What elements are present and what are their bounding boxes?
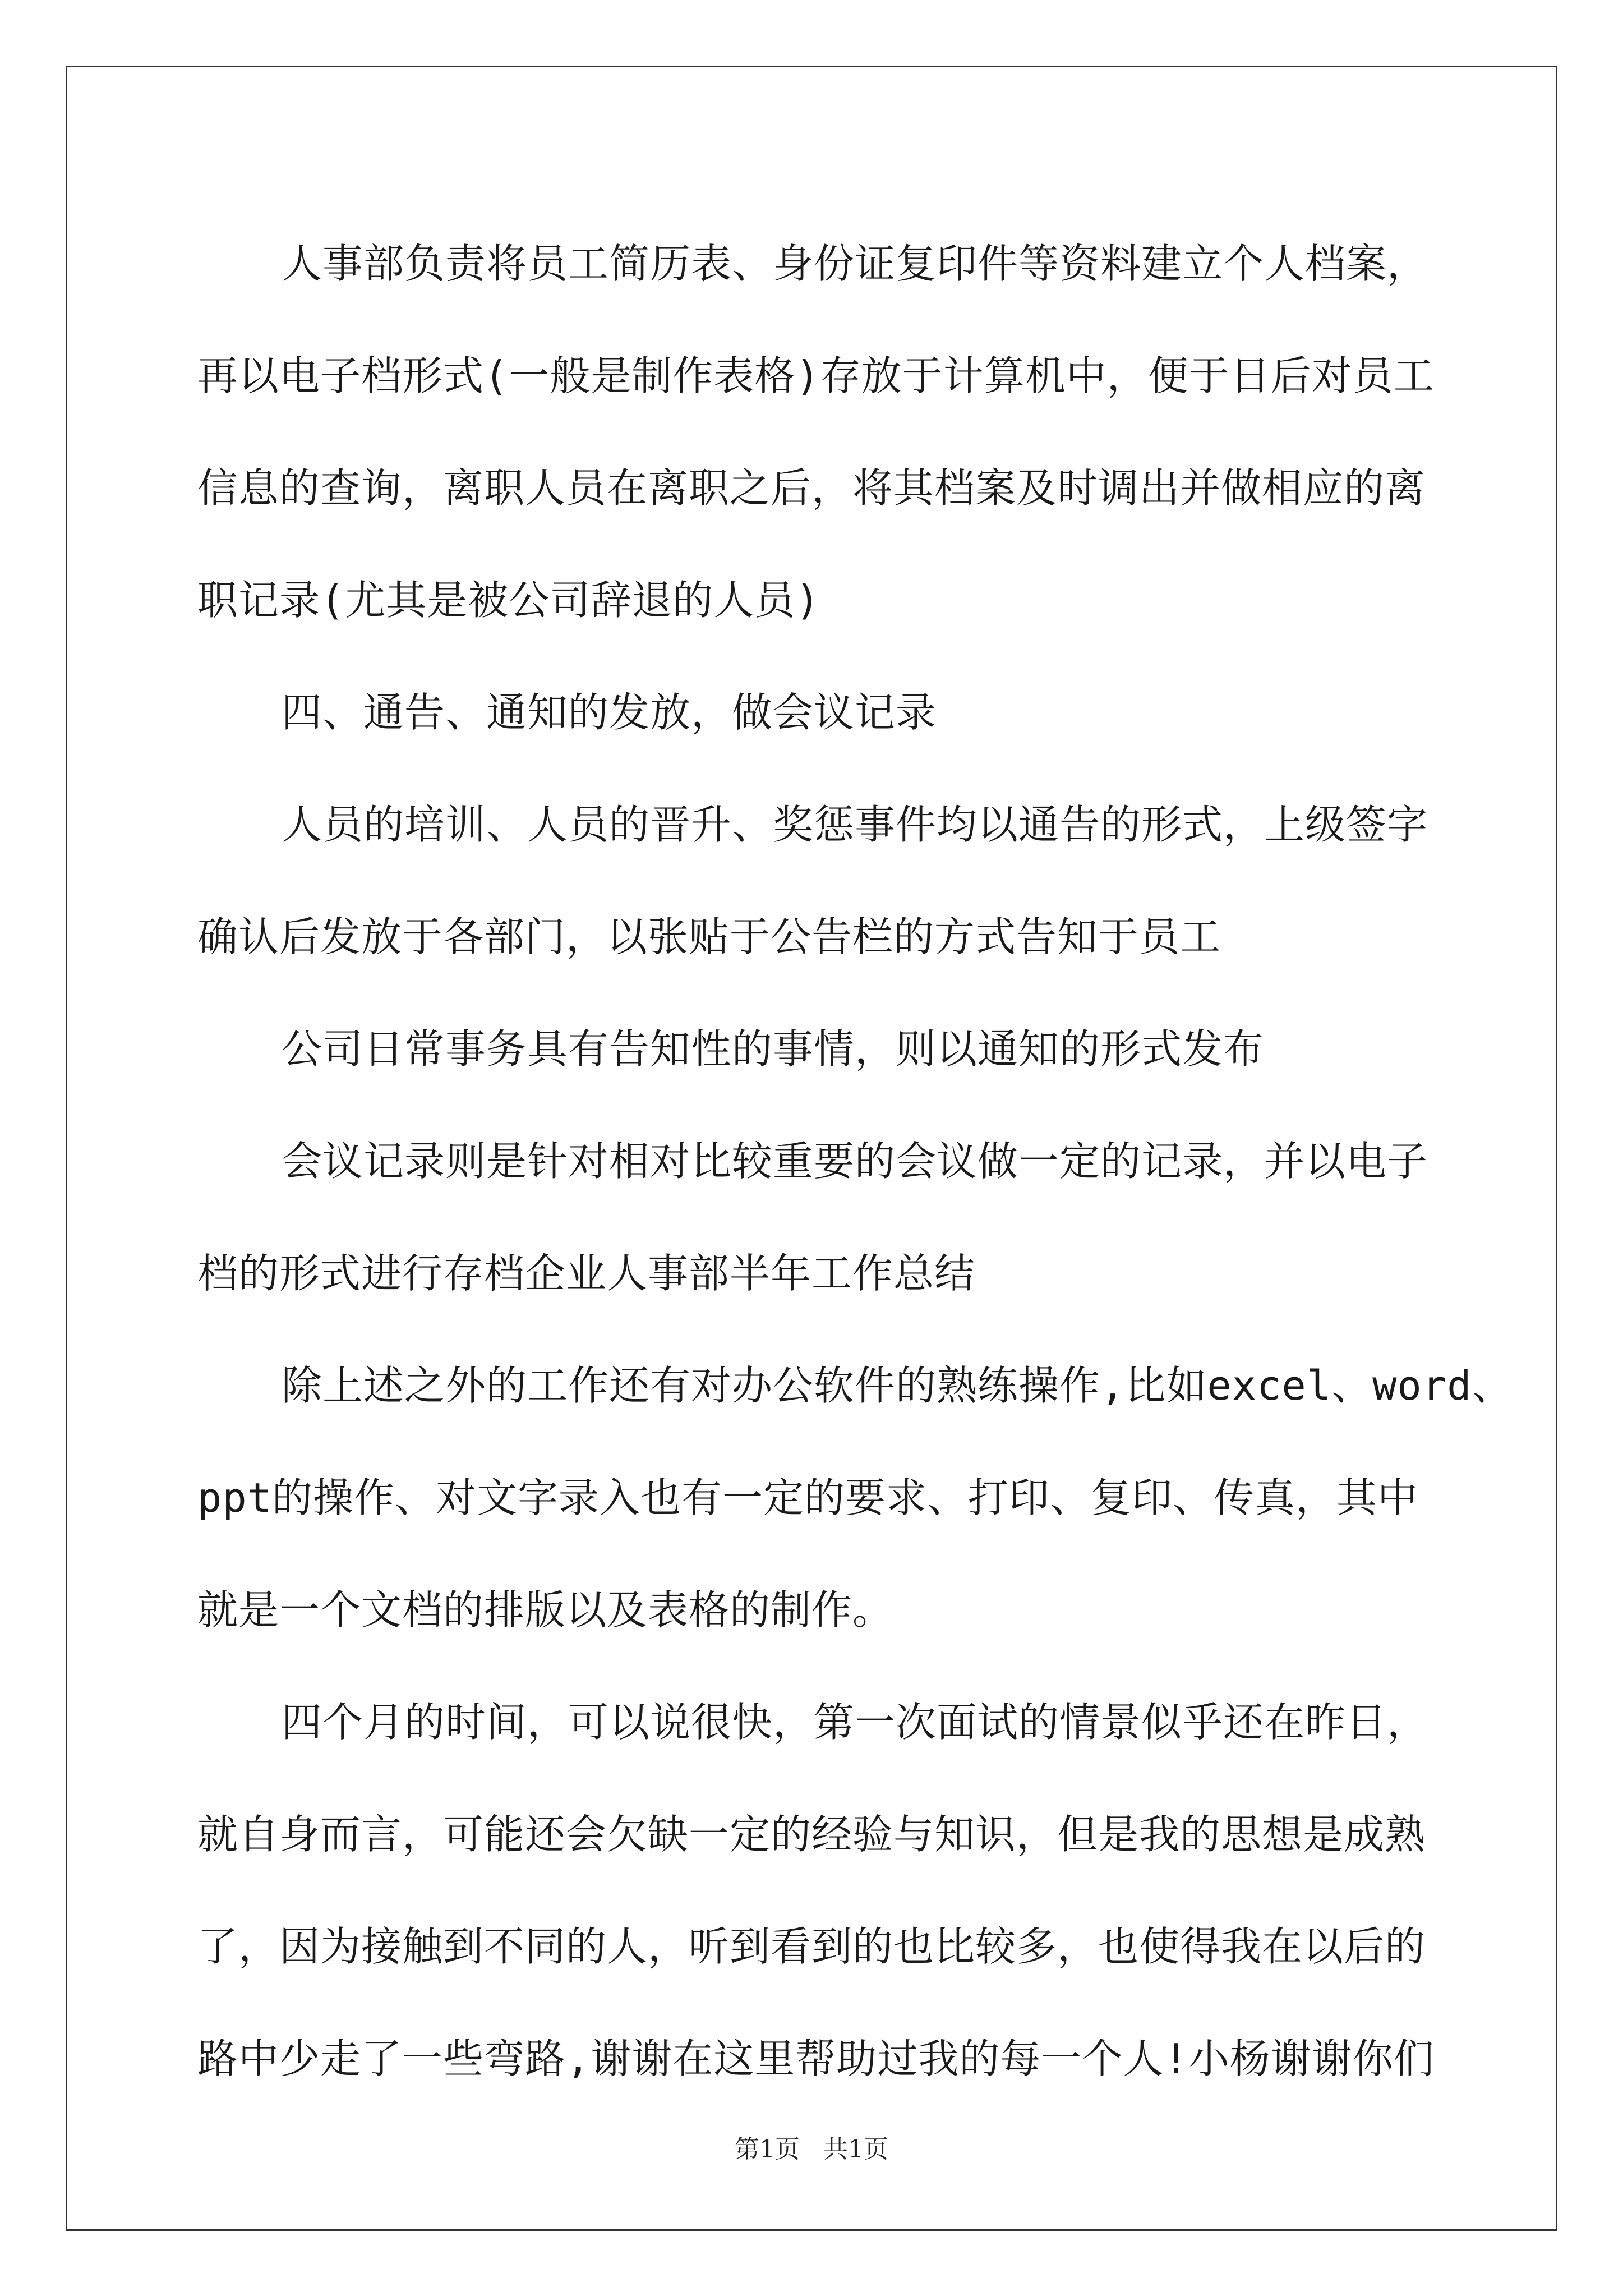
text-line: 四个月的时间，可以说很快，第一次面试的情景似乎还在昨日， bbox=[282, 1699, 1428, 1746]
page-total: 共1页 bbox=[823, 2135, 888, 2164]
text-line: ppt的操作、对文字录入也有一定的要求、打印、复印、传真，其中 bbox=[197, 1474, 1419, 1521]
page-number: 第1页 bbox=[735, 2135, 800, 2164]
section-heading: 四、通告、通知的发放，做会议记录 bbox=[282, 689, 937, 736]
text-line: 人事部负责将员工简历表、身份证复印件等资料建立个人档案， bbox=[282, 240, 1428, 287]
text-line: 确认后发放于各部门，以张贴于公告栏的方式告知于员工 bbox=[197, 913, 1221, 960]
text-line: 路中少走了一些弯路,谢谢在这里帮助过我的每一个人!小杨谢谢你们 bbox=[197, 2035, 1435, 2082]
document-body bbox=[197, 208, 1513, 2115]
text-line: 了，因为接触到不同的人，听到看到的也比较多，也使得我在以后的 bbox=[197, 1923, 1426, 1970]
text-line: 就自身而言，可能还会欠缺一定的经验与知识，但是我的思想是成熟 bbox=[197, 1811, 1426, 1858]
text-line: 档的形式进行存档企业人事部半年工作总结 bbox=[197, 1250, 976, 1297]
text-line: 人员的培训、人员的晋升、奖惩事件均以通告的形式，上级签字 bbox=[282, 801, 1428, 848]
text-line: 公司日常事务具有告知性的事情，则以通知的形式发布 bbox=[282, 1025, 1265, 1073]
text-line: 信息的查询，离职人员在离职之后，将其档案及时调出并做相应的离 bbox=[197, 464, 1426, 512]
page-footer bbox=[0, 2129, 1623, 2165]
text-line: 除上述之外的工作还有对办公软件的熟练操作,比如excel、word、 bbox=[282, 1362, 1513, 1409]
text-line: 会议记录则是针对相对比较重要的会议做一定的记录，并以电子 bbox=[282, 1138, 1428, 1185]
text-line: 就是一个文档的排版以及表格的制作。 bbox=[197, 1586, 894, 1634]
text-line: 职记录(尤其是被公司辞退的人员) bbox=[197, 577, 820, 624]
text-line: 再以电子档形式(一般是制作表格)存放于计算机中，便于日后对员工 bbox=[197, 352, 1435, 399]
